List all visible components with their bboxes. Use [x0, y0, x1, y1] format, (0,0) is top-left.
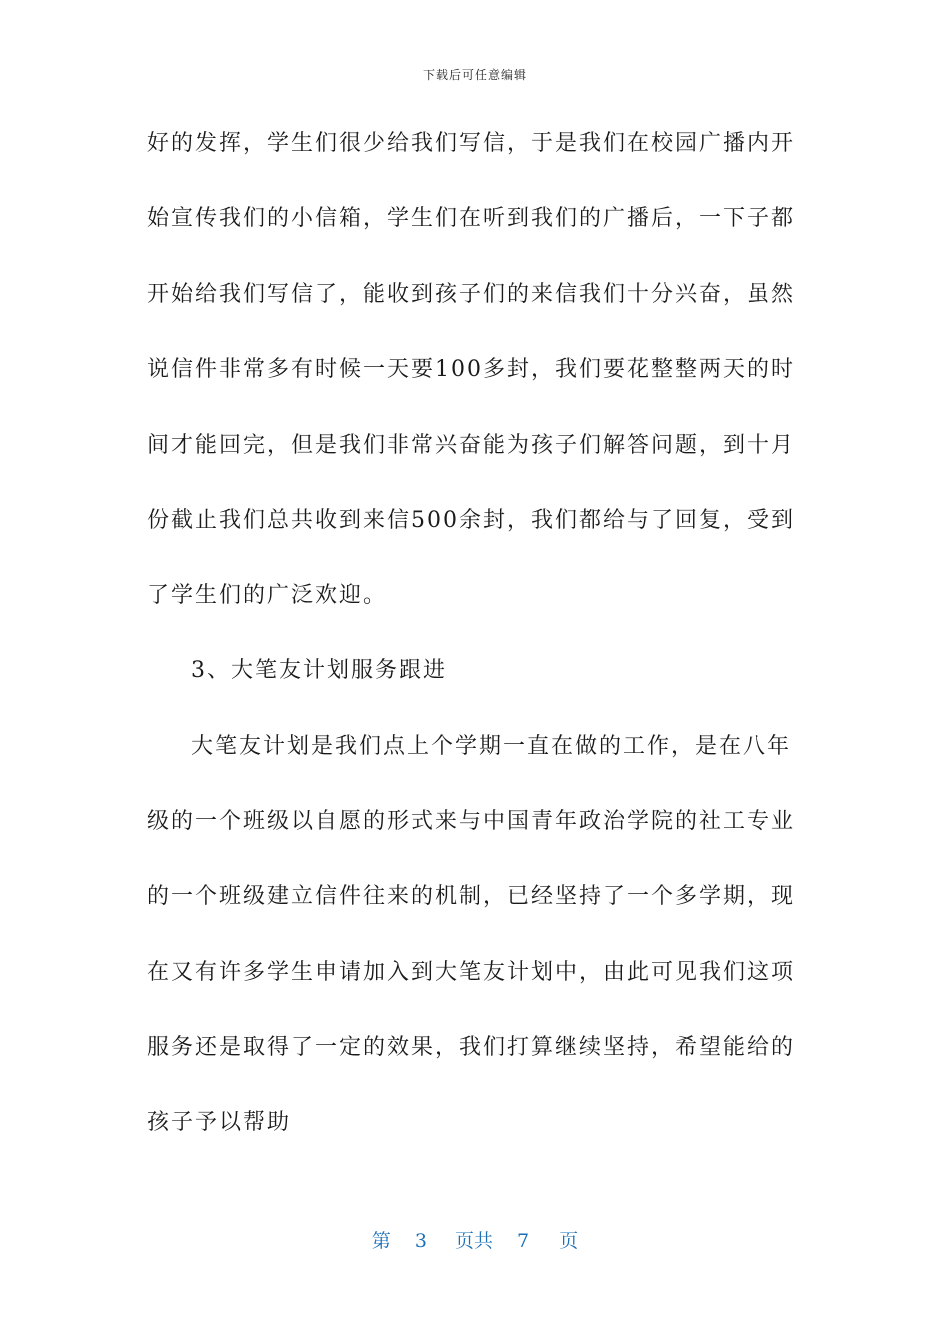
page-footer	[0, 1226, 950, 1253]
body-line: 级的一个班级以自愿的形式来与中国青年政治学院的社工专业	[147, 809, 796, 834]
total-pages-number: 7	[517, 1230, 530, 1252]
body-line: 孩子予以帮助	[147, 1110, 292, 1135]
body-line: 间才能回完，但是我们非常兴奋能为孩子们解答问题，到十月	[147, 433, 796, 458]
footer-middle: 页共	[454, 1230, 493, 1252]
body-line: 在又有许多学生申请加入到大笔友计划中，由此可见我们这项	[147, 960, 796, 985]
body-line: 大笔友计划是我们点上个学期一直在做的工作，是在八年	[191, 734, 792, 759]
body-line: 服务还是取得了一定的效果，我们打算继续坚持，希望能给的	[147, 1035, 796, 1060]
body-line: 始宣传我们的小信箱，学生们在听到我们的广播后，一下子都	[147, 206, 796, 231]
body-line: 开始给我们写信了，能收到孩子们的来信我们十分兴奋，虽然	[147, 282, 796, 307]
body-line: 好的发挥，学生们很少给我们写信，于是我们在校园广播内开	[147, 131, 796, 156]
footer-prefix: 第	[371, 1230, 391, 1252]
section-heading: 3、大笔友计划服务跟进	[191, 658, 447, 683]
body-line: 了学生们的广泛欢迎。	[147, 583, 388, 608]
body-line: 的一个班级建立信件往来的机制，已经坚持了一个多学期，现	[147, 884, 796, 909]
footer-suffix: 页	[559, 1230, 579, 1252]
current-page-number: 3	[414, 1230, 427, 1252]
body-line: 说信件非常多有时候一天要100多封，我们要花整整两天的时	[147, 357, 795, 382]
body-line: 份截止我们总共收到来信500余封，我们都给与了回复，受到	[147, 508, 795, 533]
page-header: 下载后可任意编辑	[422, 68, 527, 82]
